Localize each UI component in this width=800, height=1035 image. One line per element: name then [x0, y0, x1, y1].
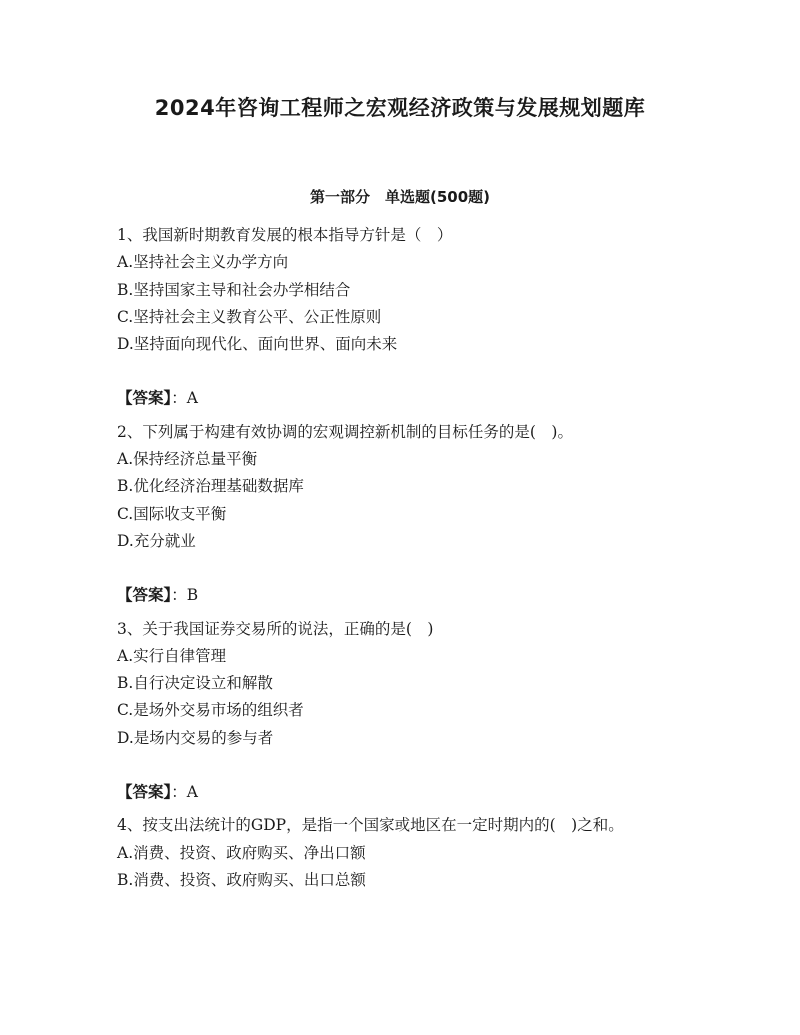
option-b: B.自行决定设立和解散 — [117, 674, 273, 693]
answer-label: 【答案】 — [117, 783, 172, 802]
document-title: 2024年咨询工程师之宏观经济政策与发展规划题库 — [154, 96, 646, 120]
question-stem: 1、我国新时期教育发展的根本指导方针是（ ） — [117, 226, 453, 244]
answer-label: 【答案】 — [117, 586, 172, 605]
option-b: B.消费、投资、政府购买、出口总额 — [117, 870, 366, 889]
option-d: D.是场内交易的参与者 — [117, 728, 274, 747]
question-stem: 3、关于我国证券交易所的说法，正确的是( ) — [117, 619, 434, 638]
answer-line — [117, 582, 687, 609]
question-item — [117, 616, 687, 807]
answer-label: 【答案】 — [117, 389, 172, 408]
answer-value: ：B — [171, 586, 199, 605]
option-c: C.国际收支平衡 — [117, 504, 227, 523]
option-b: B.优化经济治理基础数据库 — [117, 477, 304, 496]
question-item — [117, 222, 687, 413]
answer-line — [117, 779, 687, 806]
option-d: D.充分就业 — [117, 531, 196, 550]
option-a: A.实行自律管理 — [117, 646, 227, 665]
question-stem: 2、下列属于构建有效协调的宏观调控新机制的目标任务的是( )。 — [117, 422, 573, 441]
answer-value: ：A — [171, 783, 198, 802]
answer-line — [117, 385, 687, 412]
option-d: D.坚持面向现代化、面向世界、面向未来 — [117, 335, 398, 354]
question-item — [117, 812, 687, 894]
section-title: 第一部分 单选题(500题) — [309, 188, 491, 206]
question-stem: 4、按支出法统计的GDP，是指一个国家或地区在一定时期内的( )之和。 — [117, 816, 624, 835]
option-a: A.保持经济总量平衡 — [117, 450, 258, 469]
option-c: C.坚持社会主义教育公平、公正性原则 — [117, 307, 382, 326]
option-a: A.坚持社会主义办学方向 — [117, 253, 289, 272]
option-b: B.坚持国家主导和社会办学相结合 — [117, 280, 351, 299]
question-item — [117, 419, 687, 610]
answer-value: ：A — [171, 389, 198, 408]
option-c: C.是场外交易市场的组织者 — [117, 701, 304, 720]
option-a: A.消费、投资、政府购买、净出口额 — [117, 843, 366, 862]
question-list — [117, 222, 687, 894]
